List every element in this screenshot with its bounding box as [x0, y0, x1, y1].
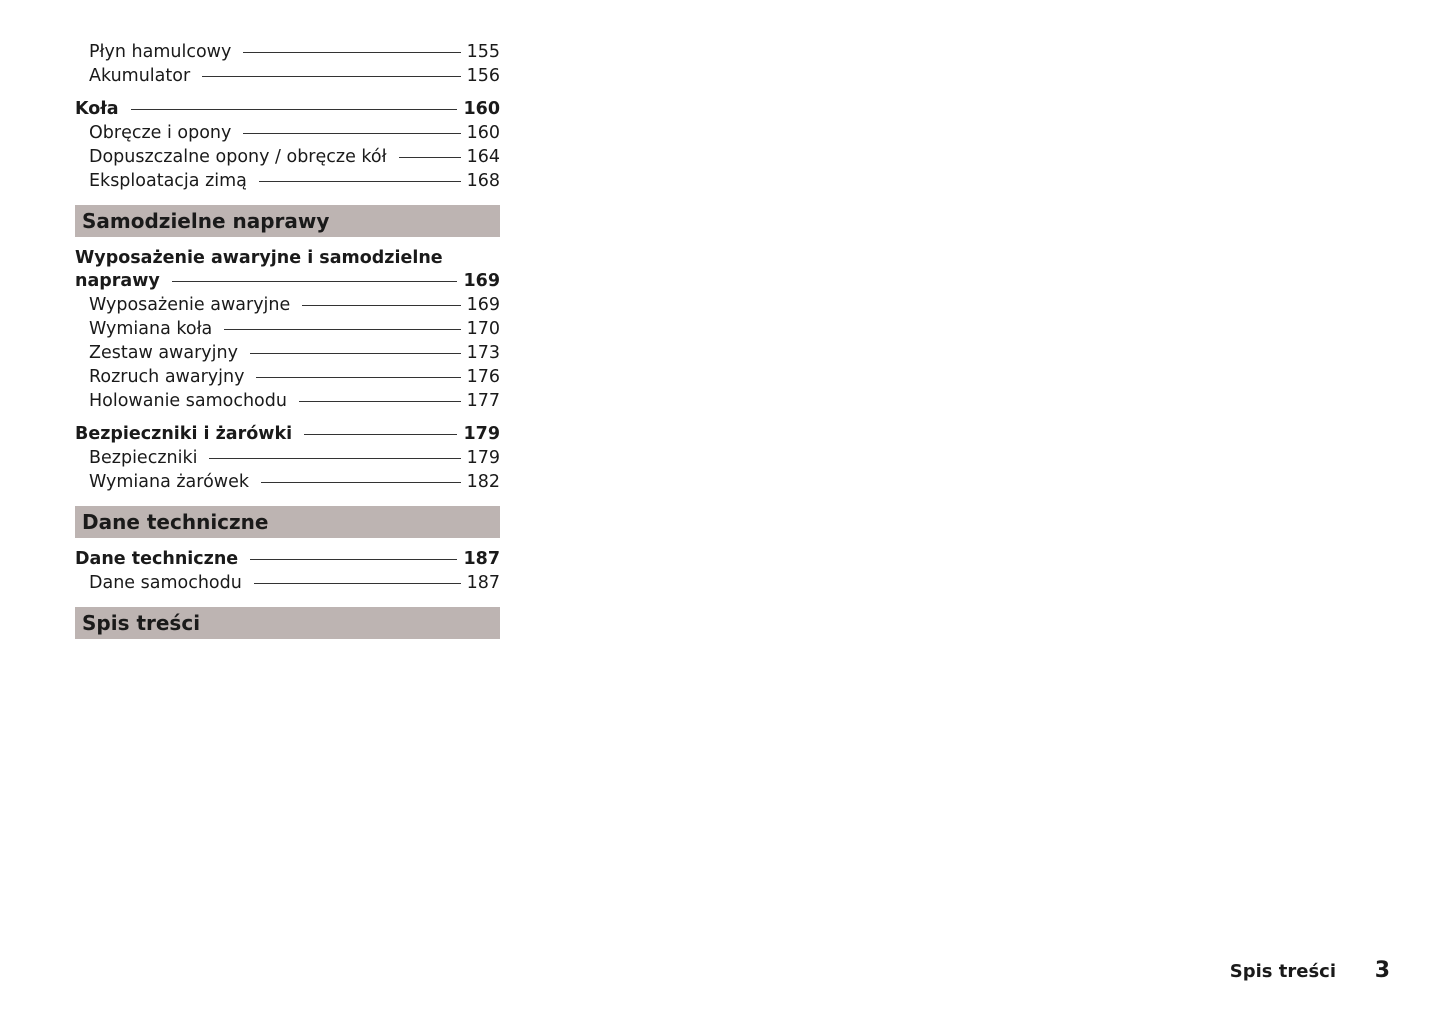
- toc-entry-page: 164: [466, 147, 500, 167]
- toc-entry-label: Akumulator: [89, 66, 191, 86]
- leader-line: [250, 353, 461, 354]
- leader-line: [304, 434, 457, 435]
- toc-entry-page: 179: [466, 448, 500, 468]
- table-of-contents: [75, 40, 500, 639]
- footer-section-title: Spis treści: [1229, 961, 1336, 982]
- toc-entry-label: Bezpieczniki i żarówki: [75, 424, 293, 444]
- toc-entry-label: Bezpieczniki: [89, 448, 198, 468]
- toc-entry-page: 177: [466, 391, 500, 411]
- toc-chapter[interactable]: [75, 97, 500, 121]
- toc-entry[interactable]: [75, 389, 500, 413]
- toc-entry[interactable]: [75, 365, 500, 389]
- toc-entry-page: 176: [466, 367, 500, 387]
- toc-entry-label: Rozruch awaryjny: [89, 367, 245, 387]
- toc-entry-label: Zestaw awaryjny: [89, 343, 238, 363]
- toc-entry[interactable]: [75, 317, 500, 341]
- footer-page-number: 3: [1374, 958, 1390, 983]
- leader-line: [256, 377, 460, 378]
- leader-line: [299, 401, 461, 402]
- toc-entry-page: 179: [463, 424, 500, 444]
- toc-entry-label: Wymiana żarówek: [89, 472, 250, 492]
- section-banner: Samodzielne naprawy: [75, 205, 500, 237]
- toc-entry[interactable]: [75, 470, 500, 494]
- toc-entry-page: 173: [466, 343, 500, 363]
- toc-entry[interactable]: [75, 341, 500, 365]
- toc-entry-label: Wyposażenie awaryjne: [89, 295, 291, 315]
- toc-entry-page: 169: [463, 271, 500, 291]
- section-banner: Dane techniczne: [75, 506, 500, 538]
- toc-entry-page: 160: [463, 99, 500, 119]
- leader-line: [250, 559, 457, 560]
- leader-line: [202, 76, 460, 77]
- leader-line: [302, 305, 460, 306]
- toc-entry-page: 156: [466, 66, 500, 86]
- toc-entry-label: Płyn hamulcowy: [89, 42, 232, 62]
- toc-entry-label: Koła: [75, 99, 119, 119]
- toc-entry-page: 168: [466, 171, 500, 191]
- leader-line: [254, 583, 461, 584]
- toc-chapter-title-line: Wyposażenie awaryjne i samodzielne: [75, 248, 443, 268]
- toc-entry-label: Holowanie samochodu: [89, 391, 287, 411]
- leader-line: [259, 181, 461, 182]
- section-banner: Spis treści: [75, 607, 500, 639]
- toc-entry[interactable]: [75, 121, 500, 145]
- leader-line: [172, 281, 458, 282]
- leader-line: [131, 109, 458, 110]
- toc-chapter[interactable]: [75, 547, 500, 571]
- toc-entry-page: 187: [463, 549, 500, 569]
- leader-line: [399, 157, 461, 158]
- toc-entry-label: Eksploatacja zimą: [89, 171, 247, 191]
- leader-line: [243, 52, 460, 53]
- toc-entry-page: 160: [466, 123, 500, 143]
- toc-entry-page: 169: [466, 295, 500, 315]
- toc-entry[interactable]: [75, 64, 500, 88]
- toc-entry-label: Dopuszczalne opony / obręcze kół: [89, 147, 387, 167]
- toc-chapter[interactable]: [75, 422, 500, 446]
- toc-chapter[interactable]: [75, 269, 500, 293]
- toc-entry-label: Obręcze i opony: [89, 123, 232, 143]
- toc-entry[interactable]: [75, 40, 500, 64]
- leader-line: [261, 482, 461, 483]
- toc-entry[interactable]: [75, 293, 500, 317]
- toc-entry-label: naprawy: [75, 271, 160, 291]
- toc-entry-page: 187: [466, 573, 500, 593]
- toc-entry[interactable]: [75, 571, 500, 595]
- toc-entry-label: Dane samochodu: [89, 573, 242, 593]
- toc-entry-page: 182: [466, 472, 500, 492]
- toc-entry-label: Dane techniczne: [75, 549, 239, 569]
- toc-entry[interactable]: [75, 145, 500, 169]
- toc-entry[interactable]: [75, 446, 500, 470]
- toc-entry-label: Wymiana koła: [89, 319, 213, 339]
- leader-line: [209, 458, 460, 459]
- leader-line: [243, 133, 460, 134]
- toc-entry-page: 170: [466, 319, 500, 339]
- toc-entry-page: 155: [466, 42, 500, 62]
- toc-entry[interactable]: [75, 169, 500, 193]
- leader-line: [224, 329, 460, 330]
